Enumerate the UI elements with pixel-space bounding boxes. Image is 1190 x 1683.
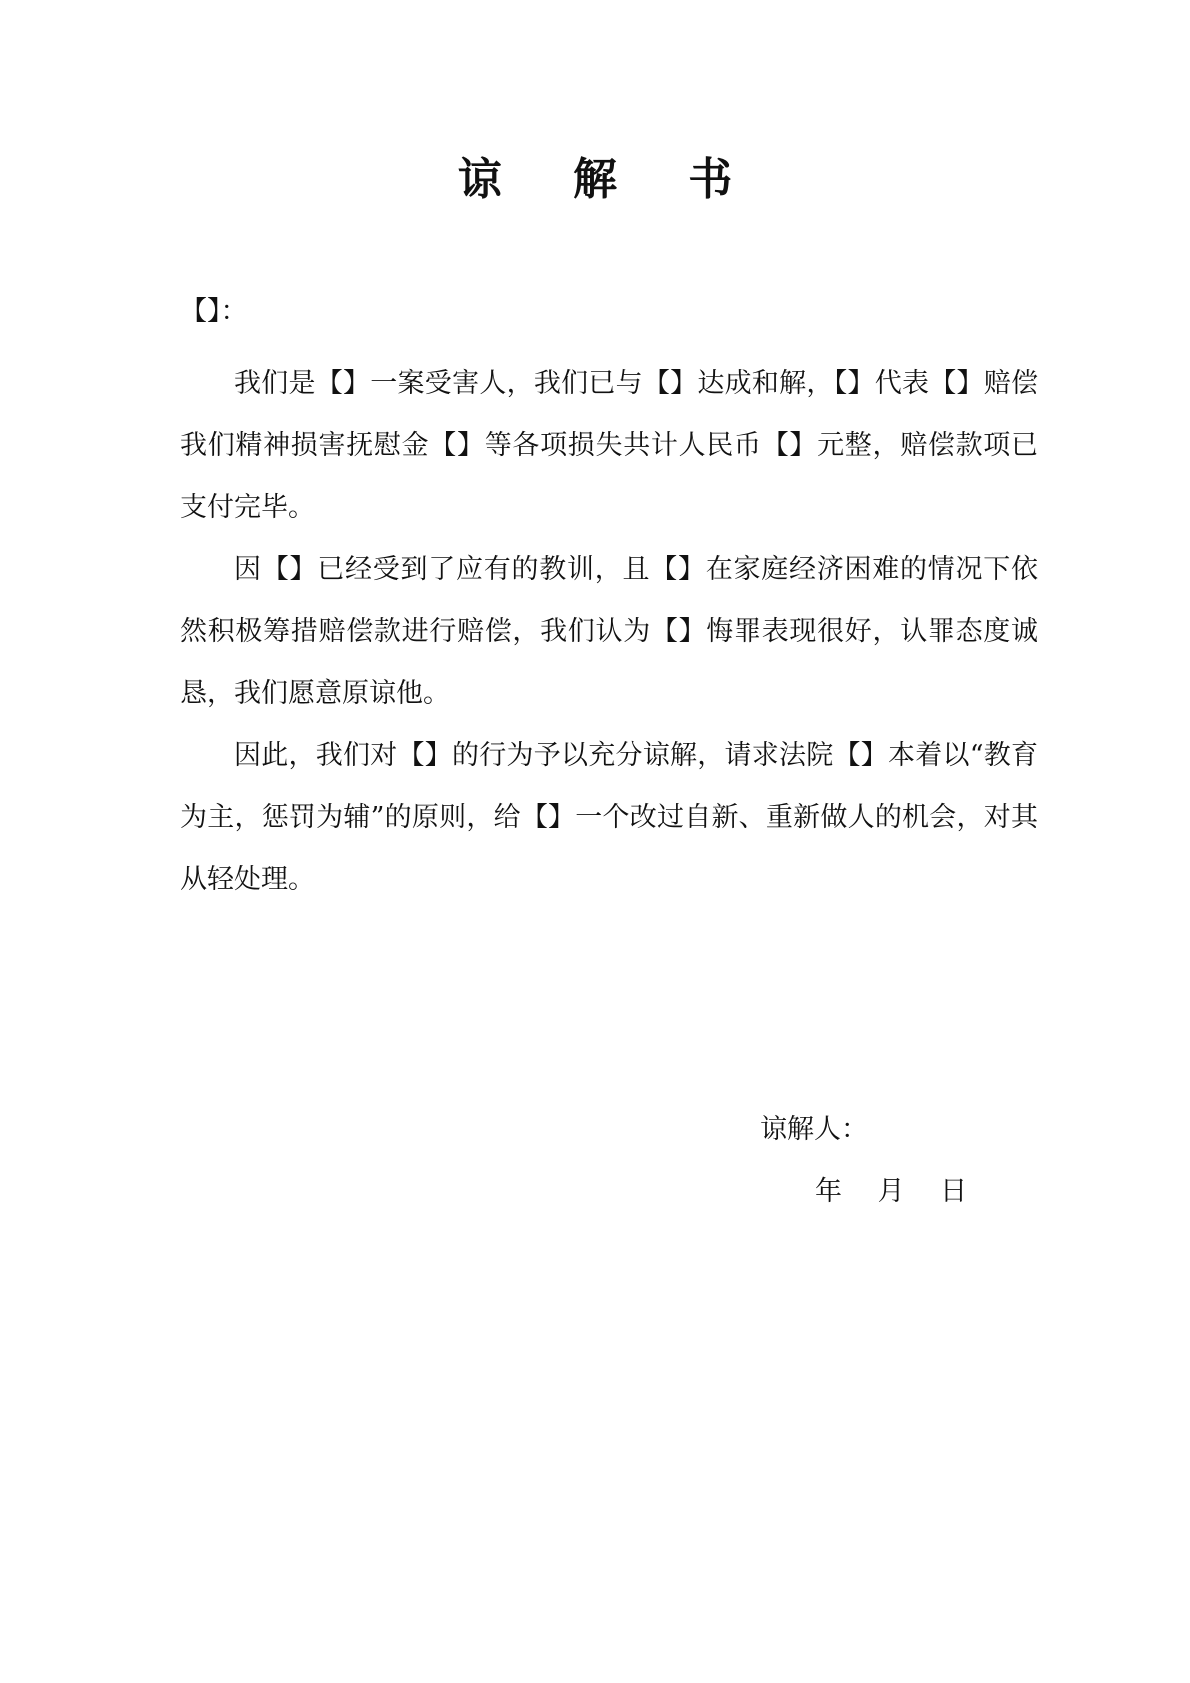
date-line: 年 月 日 [815,1176,968,1207]
signature-label: 谅解人： [760,1114,868,1145]
paragraph-compensation: 我们是【】一案受害人，我们已与【】达成和解，【】代表【】赔偿我们精神损害抚慰金【】等各项损失共计人民币【】元整，赔偿款项已支付完毕。 [180,368,1038,523]
document-body [180,353,1038,911]
paragraph-remorse: 因【】已经受到了应有的教训，且【】在家庭经济困难的情况下依然积极筹措赔偿款进行赔偿，我们认为【】悔罪表现很好，认罪态度诚恳，我们愿意原谅他。 [180,554,1038,709]
paragraph-request: 因此，我们对【】的行为予以充分谅解，请求法院【】本着以“教育为主，惩罚为辅”的原则，给【】一个改过自新、重新做人的机会，对其从轻处理。 [180,740,1038,895]
addressee-line: 【】： [180,296,248,327]
document-title: 谅 解 书 [457,154,761,205]
